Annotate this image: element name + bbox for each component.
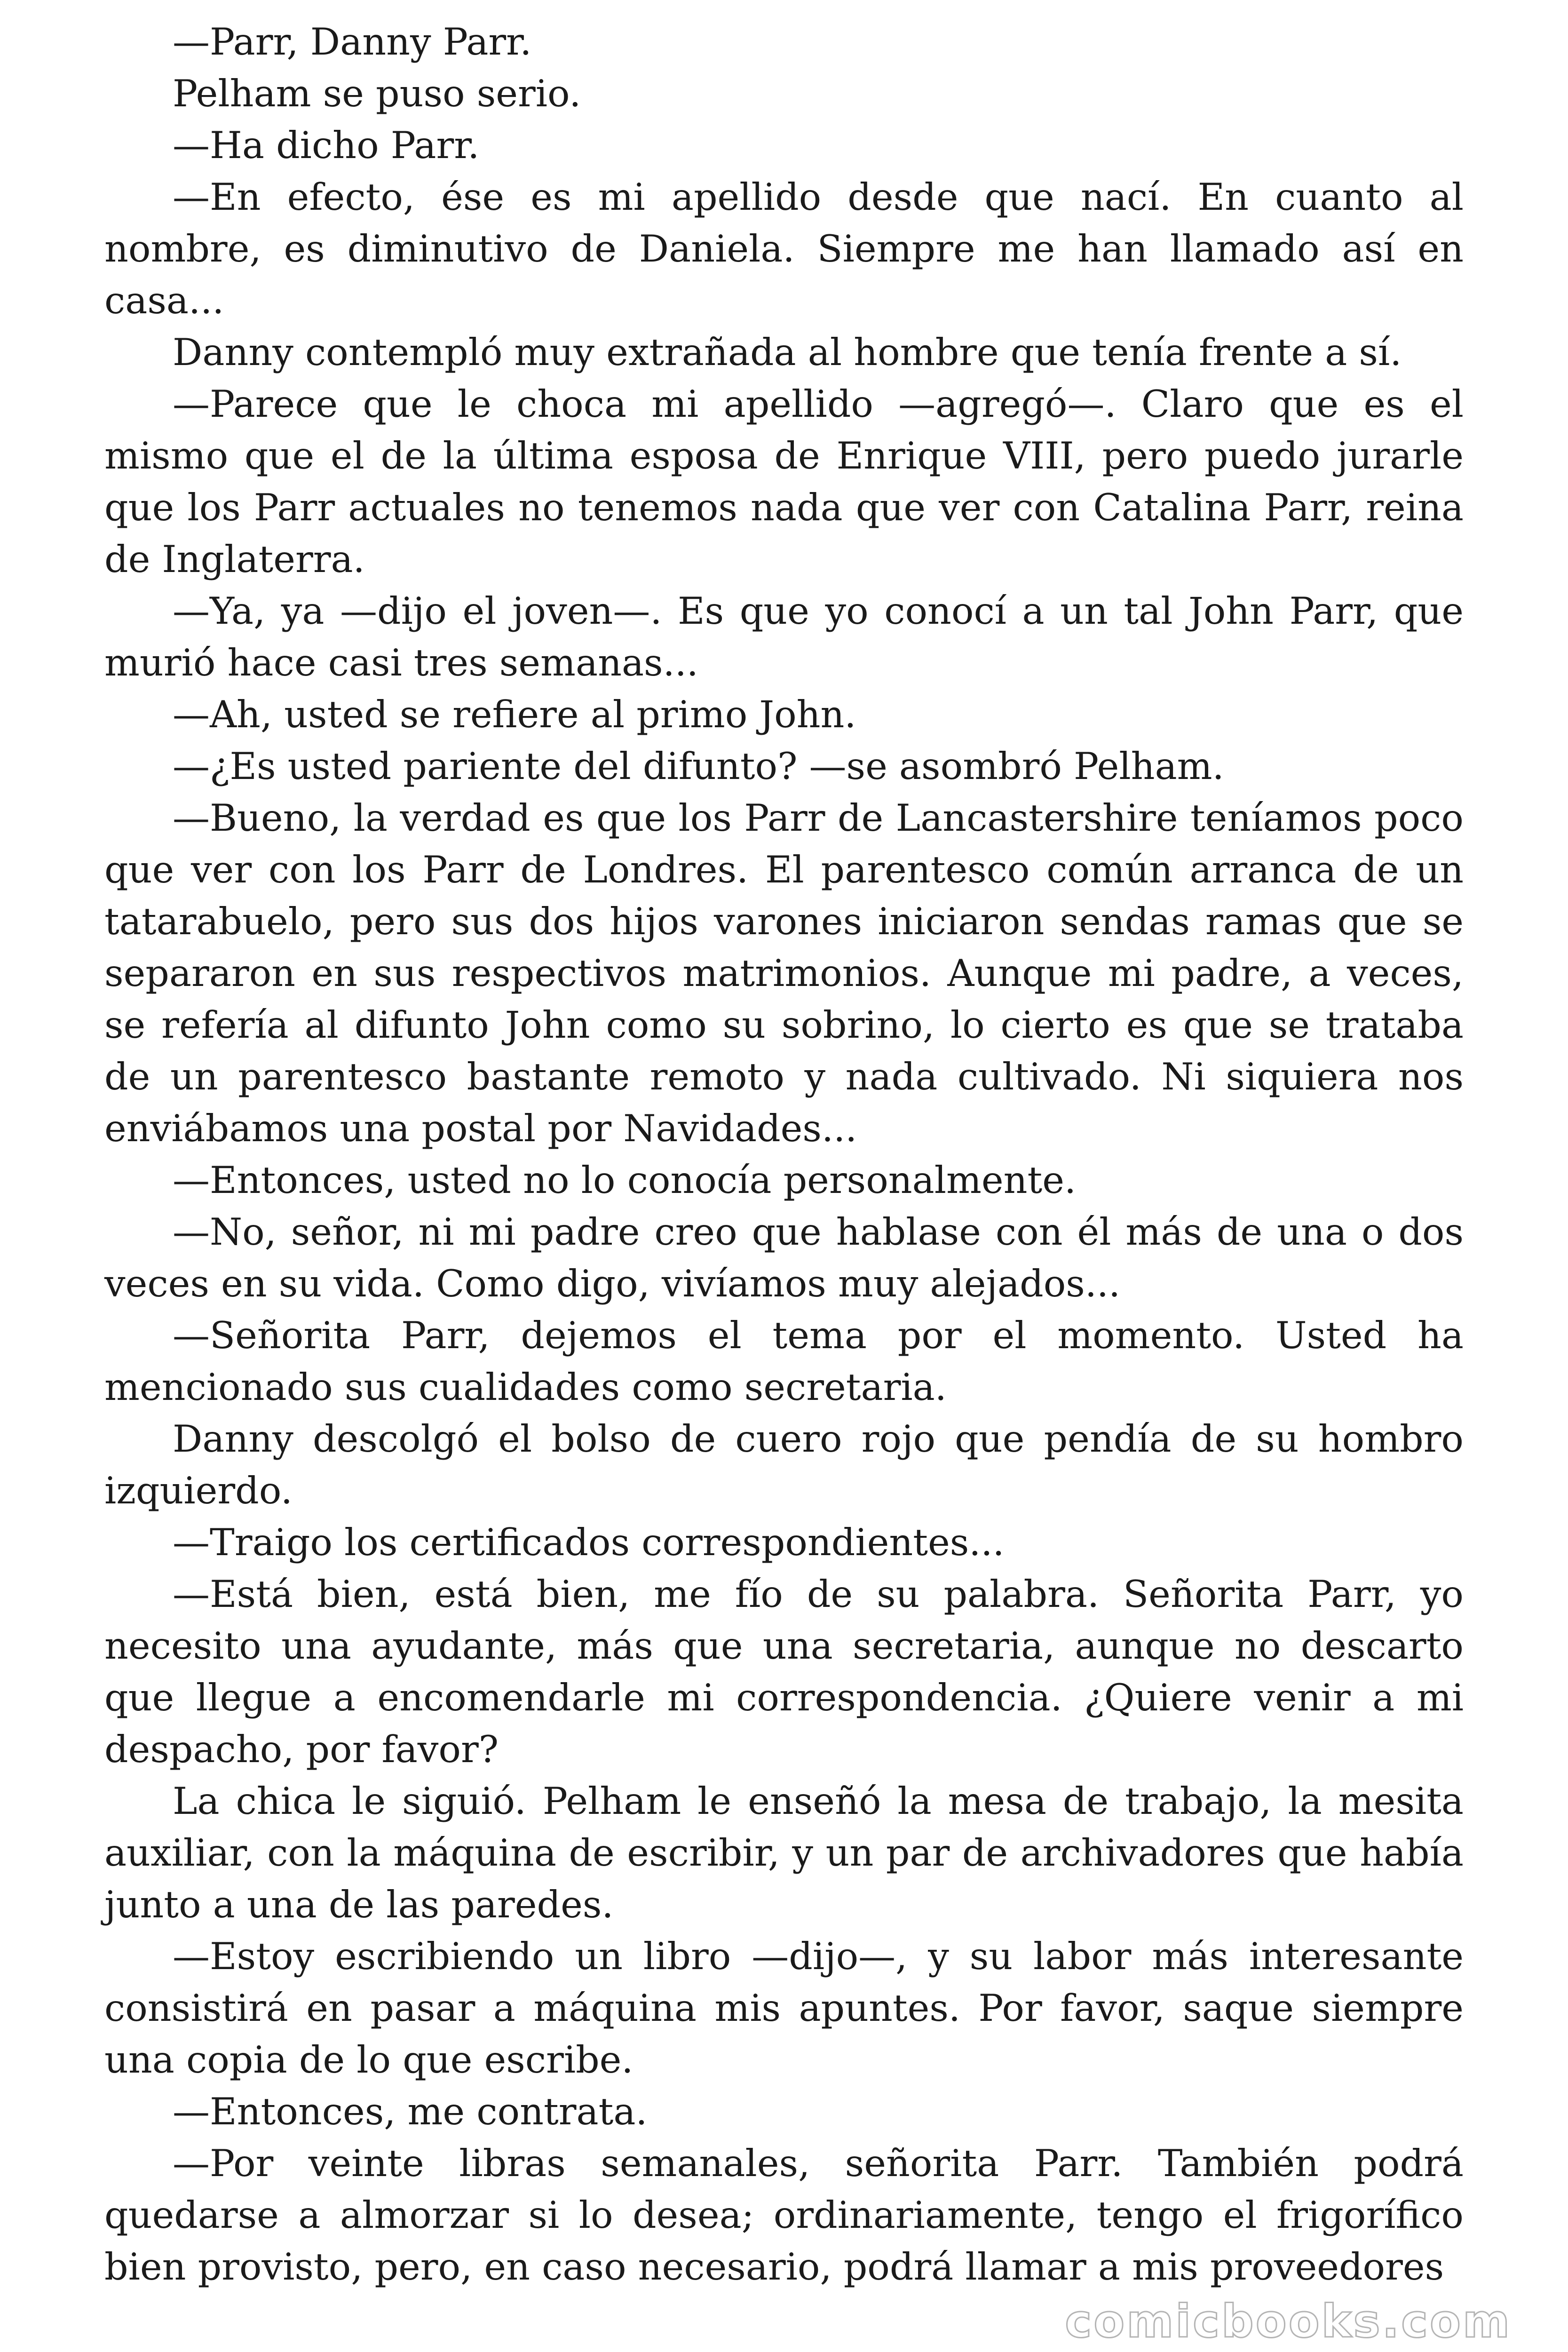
paragraph-5: Danny contempló muy extrañada al hombre que tenía frente a sí.	[173, 331, 1402, 374]
paragraph-9: —¿Es usted pariente del difunto? —se asombró Pelham.	[173, 745, 1224, 788]
paragraph-11: —Entonces, usted no lo conocía personalmente.	[173, 1159, 1077, 1202]
paragraph-7: —Ya, ya —dijo el joven—. Es que yo conocí a un tal John Parr, que murió hace casi tres semanas...	[104, 589, 1464, 684]
paragraph-4: —En efecto, ése es mi apellido desde que nací. En cuanto al nombre, es diminutivo de Daniela. Siempre me han llamado así en casa...	[104, 175, 1464, 322]
paragraph-20: —Por veinte libras semanales, señorita Parr. También podrá quedarse a almorzar si lo desea; ordinariamente, tengo el frigorífico bien provisto, pero, en caso necesario, podrá llamar a mis proveedores	[104, 2142, 1464, 2288]
paragraph-2: Pelham se puso serio.	[173, 72, 581, 115]
paragraph-17: La chica le siguió. Pelham le enseñó la mesa de trabajo, la mesita auxiliar, con la máquina de escribir, y un par de archivadores que había junto a una de las paredes.	[104, 1780, 1464, 1926]
paragraph-1: —Parr, Danny Parr.	[173, 20, 532, 64]
paragraph-13: —Señorita Parr, dejemos el tema por el momento. Usted ha mencionado sus cualidades como secretaria.	[104, 1314, 1464, 1409]
paragraph-16: —Está bien, está bien, me fío de su palabra. Señorita Parr, yo necesito una ayudante, más que una secretaria, aunque no descarto que llegue a encomendarle mi correspondencia. ¿Quiere venir a mi despacho, por favor?	[104, 1573, 1464, 1771]
watermark: comicbooks.com	[1065, 2295, 1512, 2348]
paragraph-15: —Traigo los certificados correspondientes...	[173, 1521, 1005, 1564]
paragraph-10: —Bueno, la verdad es que los Parr de Lancastershire teníamos poco que ver con los Parr de Londres. El parentesco común arranca de un tatarabuelo, pero sus dos hijos varones iniciaron sendas ramas que se separaron en sus respectivos matrimonios. Aunque mi padre, a veces, se refería al difunto John como su sobrino, lo cierto es que se trataba de un parentesco bastante remoto y nada cultivado. Ni siquiera nos enviábamos una postal por Navidades...	[104, 796, 1464, 1150]
paragraph-18: —Estoy escribiendo un libro —dijo—, y su labor más interesante consistirá en pasar a máquina mis apuntes. Por favor, saque siempre una copia de lo que escribe.	[104, 1935, 1464, 2082]
paragraph-3: —Ha dicho Parr.	[173, 124, 480, 167]
paragraph-14: Danny descolgó el bolso de cuero rojo que pendía de su hombro izquierdo.	[104, 1417, 1464, 1512]
paragraph-6: —Parece que le choca mi apellido —agregó—. Claro que es el mismo que el de la última esposa de Enrique VIII, pero puedo jurarle que los Parr actuales no tenemos nada que ver con Catalina Parr, reina de Inglaterra.	[104, 382, 1464, 581]
paragraph-12: —No, señor, ni mi padre creo que hablase con él más de una o dos veces en su vida. Como digo, vivíamos muy alejados...	[104, 1210, 1464, 1305]
paragraph-19: —Entonces, me contrata.	[173, 2090, 648, 2133]
paragraph-8: —Ah, usted se refiere al primo John.	[173, 693, 856, 736]
page-text	[104, 16, 1464, 2293]
